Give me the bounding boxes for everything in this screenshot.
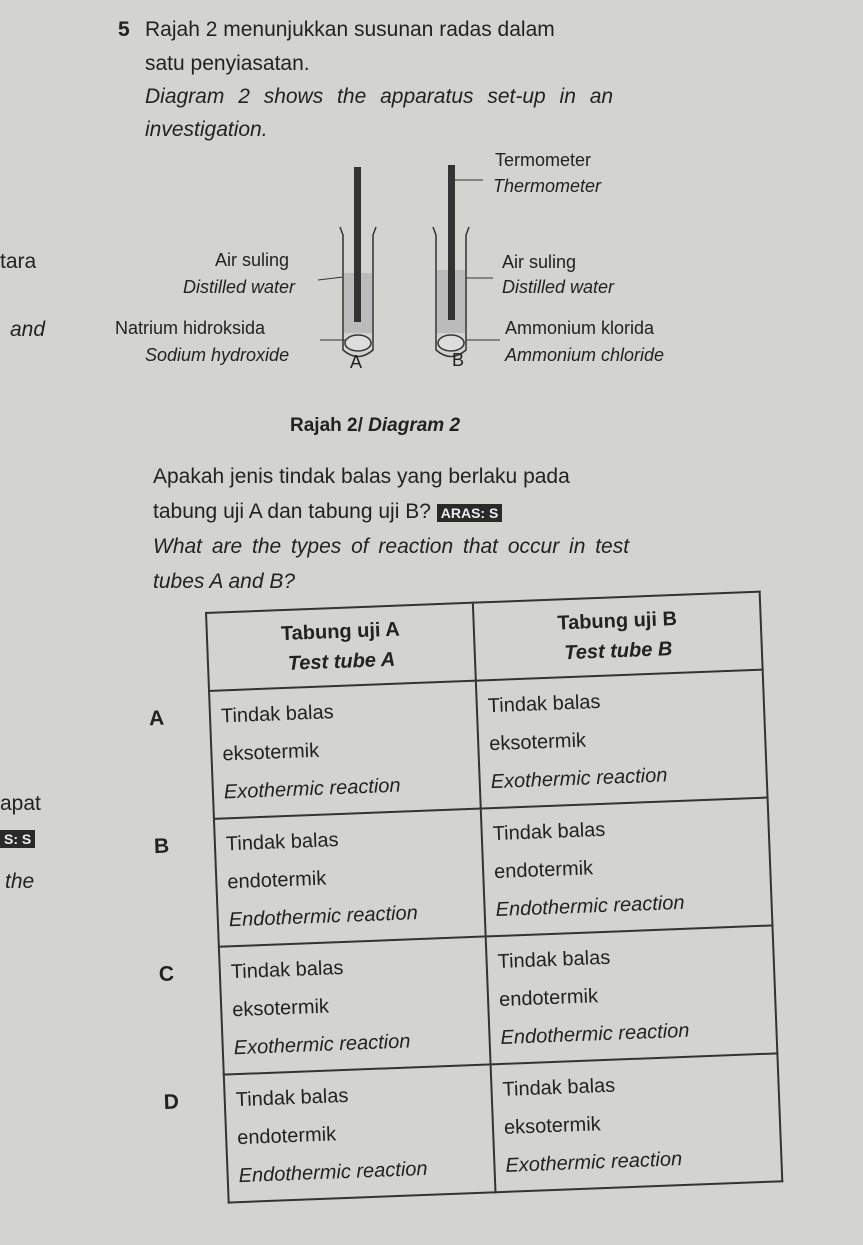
cell-text: Exothermic reaction <box>490 764 668 794</box>
cell-text: Endothermic reaction <box>500 1019 690 1049</box>
cell-text: eksotermik <box>231 995 330 1022</box>
option-row-c[interactable] <box>219 925 778 1074</box>
label-nh4cl-en: Ammonium chloride <box>505 345 665 365</box>
cell-text: endotermik <box>493 857 594 884</box>
cell-text: endotermik <box>226 867 327 894</box>
table-cell <box>491 1053 783 1192</box>
table-cell <box>486 925 778 1064</box>
label-tube-a: A <box>350 352 363 372</box>
cell-text: Exothermic reaction <box>505 1148 683 1177</box>
cell-text: eksotermik <box>503 1113 602 1139</box>
margin-fragment: and <box>10 318 46 341</box>
caption-en: Diagram 2 <box>368 415 461 436</box>
label-naoh-ms: Natrium hidroksida <box>115 318 266 338</box>
margin-level-badge: S: S <box>0 830 35 848</box>
cell-text: eksotermik <box>222 739 320 766</box>
label-water-b-en: Distilled water <box>502 277 615 297</box>
cell-text: Tindak balas <box>235 1084 349 1112</box>
cell-text: Tindak balas <box>487 690 601 718</box>
table-cell <box>158 936 491 1074</box>
cell-text: Tabung uji A <box>280 618 401 646</box>
table-cell <box>163 1064 496 1202</box>
margin-fragment: apat <box>0 792 41 815</box>
cell-text: Tindak balas <box>225 829 339 856</box>
question-en-line2: investigation. <box>145 118 268 141</box>
label-water-a-en: Distilled water <box>183 277 296 297</box>
label-thermometer-ms: Termometer <box>495 150 592 170</box>
header-test-tube-b <box>473 592 763 681</box>
cell-text: Test tube B <box>563 638 673 665</box>
cell-text: Tindak balas <box>220 701 335 728</box>
cell-text: eksotermik <box>488 729 587 756</box>
option-row-a[interactable] <box>209 670 768 819</box>
question-ms-line2: satu penyiasatan. <box>145 52 310 75</box>
label-naoh-en: Sodium hydroxide <box>145 345 290 365</box>
label-nh4cl-ms: Ammonium klorida <box>505 318 655 338</box>
apparatus-diagram <box>300 145 520 375</box>
prompt-ms-line2 <box>153 500 502 524</box>
option-letter: C <box>158 962 175 987</box>
cell-text: endotermik <box>236 1123 337 1150</box>
question-number: 5 <box>118 18 130 41</box>
cell-text: Test tube A <box>287 648 396 675</box>
cell-text: Endothermic reaction <box>228 902 419 932</box>
question-en-line1: Diagram 2 shows the apparatus set-up in an <box>145 85 614 108</box>
label-thermometer-en: Thermometer <box>493 176 602 196</box>
option-row-b[interactable] <box>214 798 773 947</box>
option-letter: B <box>153 834 170 859</box>
diagram-caption <box>290 415 460 437</box>
table-cell <box>476 670 768 809</box>
thermometer-b <box>448 165 455 320</box>
cell-text: Tindak balas <box>502 1074 616 1101</box>
label-water-b-ms: Air suling <box>502 252 577 272</box>
table-cell <box>148 681 481 819</box>
cell-text: endotermik <box>498 985 599 1011</box>
prompt-ms-line1: Apakah jenis tindak balas yang berlaku pada <box>153 465 570 488</box>
cell-text: Tindak balas <box>492 818 606 846</box>
prompt-en-line2: tubes A and B? <box>153 570 296 593</box>
caption-ms: Rajah 2/ <box>290 415 363 436</box>
option-row-d[interactable] <box>224 1053 783 1202</box>
table-cell <box>153 809 486 947</box>
prompt-ms-text: tabung uji A dan tabung uji B? <box>153 500 431 523</box>
cell-text: Tindak balas <box>230 956 344 984</box>
cell-text: Exothermic reaction <box>233 1030 411 1060</box>
label-tube-b: B <box>452 350 465 370</box>
cell-text: Tindak balas <box>497 946 611 974</box>
question-ms-line1: Rajah 2 menunjukkan susunan radas dalam <box>145 18 555 41</box>
table-cell <box>481 798 773 937</box>
header-test-tube-a <box>206 603 476 691</box>
cell-text: Tabung uji B <box>556 607 678 635</box>
cell-text: Endothermic reaction <box>495 891 685 922</box>
thermometer-a <box>354 167 361 322</box>
cell-text: Exothermic reaction <box>223 774 401 804</box>
margin-fragment: the <box>5 870 35 893</box>
option-letter: A <box>148 706 165 731</box>
cell-text: Endothermic reaction <box>238 1157 428 1188</box>
label-water-a-ms: Air suling <box>215 250 290 270</box>
prompt-en-line1: What are the types of reaction that occur in test <box>153 535 630 558</box>
answer-table <box>148 591 783 1204</box>
option-letter: D <box>163 1090 180 1114</box>
margin-fragment: tara <box>0 250 37 273</box>
level-badge: ARAS: S <box>437 504 503 522</box>
